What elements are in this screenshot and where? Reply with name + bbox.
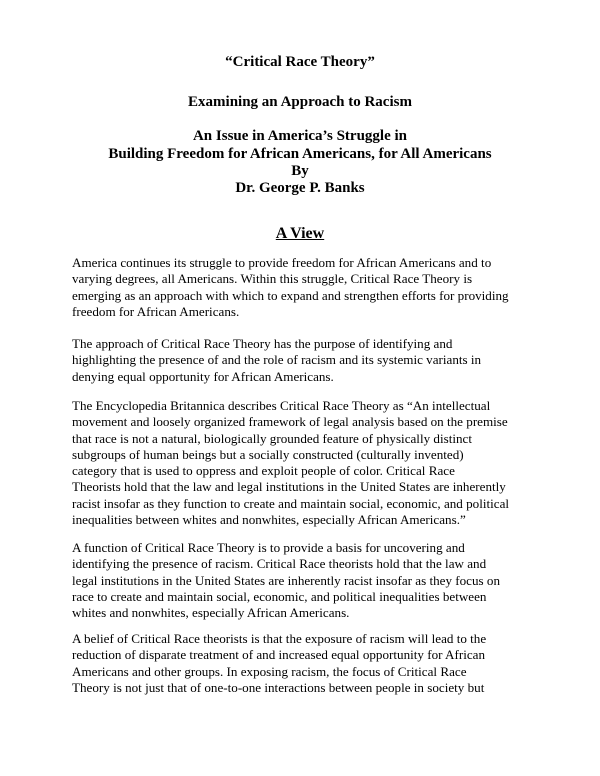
paragraph-line: category that is used to oppress and exploit people of color. Critical Race [72,463,455,479]
paragraph-5 [72,631,532,696]
paragraph-4 [72,540,532,621]
paragraph-1 [72,255,532,320]
paragraph-line: varying degrees, all Americans. Within this struggle, Critical Race Theory is [72,271,473,287]
paragraph-line: Theorists hold that the law and legal institutions in the United States are inherently [72,479,506,495]
paragraph-line: whites and nonwhites, especially African Americans. [72,605,350,621]
paragraph-line: The approach of Critical Race Theory has the purpose of identifying and [72,336,453,351]
issue-heading-line-2: Building Freedom for African Americans, for All Americans [108,146,492,162]
paragraph-line: racist insofar as they function to create and maintain social, economic, and political [72,495,510,511]
paragraph-line: The Encyclopedia Britannica describes Critical Race Theory as “An intellectual [72,398,491,413]
paragraph-line: identifying the presence of racism. Critical Race theorists hold that the law and [72,556,487,572]
paragraph-2 [72,336,532,385]
paragraph-line: Theory is not just that of one-to-one interactions between people in society but [72,679,485,695]
paragraph-line: denying equal opportunity for African Americans. [72,368,334,384]
byline: By [291,163,309,179]
paragraph-line: subgroups of human beings but a socially constructed (culturally invented) [72,446,464,462]
paragraph-line: movement and loosely organized framework of legal analysis based on the premise [72,414,508,430]
issue-heading-line-1: An Issue in America’s Struggle in [192,128,408,144]
document-title: “Critical Race Theory” [225,54,375,70]
paragraph-line: inequalities between whites and nonwhites, especially African Americans.” [72,512,466,528]
paragraph-line: freedom for African Americans. [72,303,240,319]
document-subtitle: Examining an Approach to Racism [188,94,412,110]
paragraph-line: A function of Critical Race Theory is to provide a basis for uncovering and [72,540,465,555]
paragraph-line: emerging as an approach with which to expand and strengthen efforts for providing [72,287,509,303]
paragraph-line: Americans and other groups. In exposing racism, the focus of Critical Race [72,663,467,679]
paragraph-line: race to create and maintain social, economic, and political inequalities between [72,588,487,604]
paragraph-line: highlighting the presence of and the role of racism and its systemic variants in [72,352,482,368]
section-title: A View [275,225,325,242]
paragraph-line: A belief of Critical Race theorists is that the exposure of racism will lead to the [72,631,487,646]
author-name: Dr. George P. Banks [235,180,365,196]
paragraph-line: America continues its struggle to provide freedom for African Americans and to [72,255,492,270]
paragraph-line: that race is not a natural, biologically grounded feature of physically distinct [72,430,472,446]
paragraph-line: legal institutions in the United States are inherently racist insofar as they focus on [72,572,500,588]
paragraph-3 [72,398,532,528]
paragraph-line: reduction of disparate treatment of and increased equal opportunity for African [72,647,486,663]
